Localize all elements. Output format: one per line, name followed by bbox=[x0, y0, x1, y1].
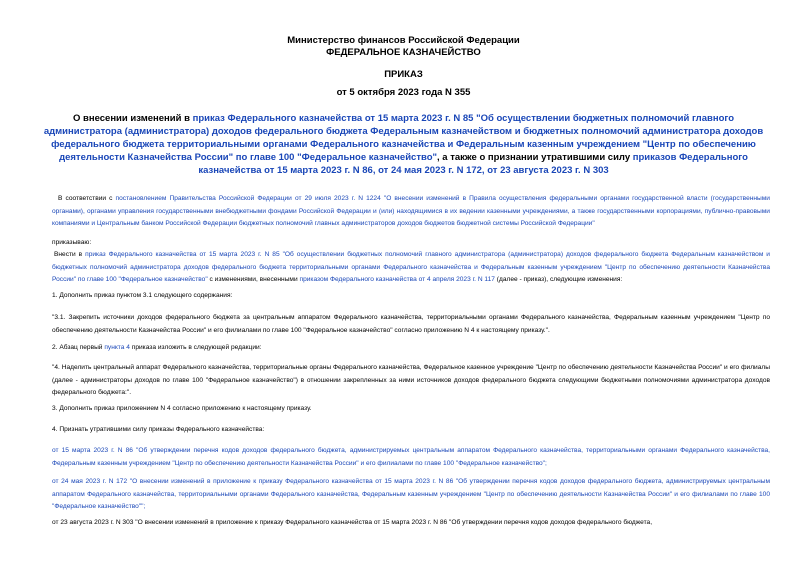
document-date-number: от 5 октября 2023 года N 355 bbox=[336, 87, 471, 98]
repealed-order-86[interactable]: от 15 марта 2023 г. N 86 "Об утверждении перечня кодов доходов федерального бюджета, администрируемых центральным аппаратом Федерального казначейства, территориальными органами Федерального казначейства, Федеральным казенным учреждением "Центр по обеспечению деятельности Казначейства России" и его филиалами по главе 100 "Федеральное казначейство"; bbox=[52, 447, 770, 467]
ministry-name: Министерство финансов Российской Федерации bbox=[287, 35, 520, 46]
item2-text-1: 2. Абзац первый bbox=[52, 344, 105, 351]
agency-name: ФЕДЕРАЛЬНОЕ КАЗНАЧЕЙСТВО bbox=[326, 47, 481, 58]
title-text-2: , а также о признании утратившими силу bbox=[437, 152, 633, 163]
repealed-order-303: от 23 августа 2023 г. N 303 "О внесении изменений в приложение к приказу Федерального казначейства от 15 марта 2023 г. N 86 "Об утверждении перечня кодов доходов федерального бюджета, bbox=[52, 519, 653, 526]
repealed-order-172[interactable]: от 24 мая 2023 г. N 172 "О внесении изменений в приложение к приказу Федерального казначейства от 15 марта 2023 г. N 86 "Об утверждении перечня кодов доходов федерального бюджета, администрируемых центральным аппаратом Федерального казначейства, территориальными органами Федерального казначейства, Федеральным казенным учреждением "Центр по обеспечению деятельности Казначейства России" и его филиалами по главе 100 "Федеральное казначейство""; bbox=[52, 478, 770, 510]
paragraph-amendments bbox=[52, 249, 770, 287]
link-paragraph-4[interactable]: пункта 4 bbox=[104, 344, 130, 351]
document-type: ПРИКАЗ bbox=[384, 69, 423, 80]
paragraph-item-3-1: "3.1. Закрепить источники доходов федерального бюджета за центральным аппаратом Федерального казначейства, территориальными органами Федерального казначейства, Федеральным казенным учреждением "Центр по обеспечению деятельности Казначейства России" и его филиалами по главе 100 "Федеральное казначейство" согласно приложению N 4 к настоящему приказу.". bbox=[52, 314, 770, 334]
paragraph-basis bbox=[52, 193, 770, 231]
paragraph-item-4: 4. Признать утратившими силу приказы Федерального казначейства: bbox=[52, 426, 265, 433]
amend-text-3: (далее - приказ), следующие изменения: bbox=[494, 276, 623, 283]
link-government-decree-1224[interactable]: постановлением Правительства Российской Федерации от 29 июля 2023 г. N 1224 "О внесении изменений в Правила осуществления федеральными органами государственной власти (государственными органами), органами управления государственными внебюджетными фондами Российской Федерации и (или) находящимися в их ведении казенными учреждениями, а также государственными корпорациями, публично-правовыми компаниями и Центральным банком Российской Федерации бюджетных полномочий главных администраторов доходов бюджетов бюджетной системы Российской Федерации" bbox=[52, 195, 770, 227]
title-link-orders-repealed[interactable]: приказов Федерального казначейства от 15 марта 2023 г. N 86, от 24 мая 2023 г. N 172, от 23 августа 2023 г. N 303 bbox=[198, 152, 748, 176]
document-title bbox=[40, 112, 767, 177]
paragraph-item-1: 1. Дополнить приказ пунктом 3.1 следующего содержания: bbox=[52, 292, 233, 299]
paragraph-item-2 bbox=[52, 342, 770, 355]
title-text-1: О внесении изменений в bbox=[72, 113, 193, 124]
paragraph-item-4-text: "4. Наделить центральный аппарат Федерального казначейства, территориальные органы Федерального казначейства, Федеральное казенное учреждение "Центр по обеспечению деятельности Казначейства России" и его филиалы (далее - администраторы доходов по главе 100 "Федеральное казначейство") в отношении закрепленных за ними источников доходов федерального бюджета следующими бюджетными полномочиями администратора доходов федерального бюджета:". bbox=[52, 364, 770, 396]
paragraph-order-word: приказываю: bbox=[52, 239, 92, 246]
basis-text: В соответствии с bbox=[58, 195, 116, 202]
paragraph-item-3: 3. Дополнить приказ приложением N 4 согласно приложению к настоящему приказу. bbox=[52, 405, 312, 412]
amend-text-1: Внести в bbox=[54, 251, 86, 258]
amend-text-2: с изменениями, внесенными bbox=[207, 276, 300, 283]
title-link-order-85[interactable]: приказ Федерального казначейства от 15 марта 2023 г. N 85 "Об осуществлении бюджетных полномочий главного администратора (администратора) доходов федерального бюджета Федеральным казначейством и бюджетных полномочий администратора доходов федерального бюджета территориальными органами Федерального казначейства и Федеральным казенным учреждением "Центр по обеспечению деятельности Казначейства России" по главе 100 "Федеральное казначейство" bbox=[43, 113, 764, 163]
item2-text-2: приказа изложить в следующей редакции: bbox=[129, 344, 262, 351]
link-order-85[interactable]: приказ Федерального казначейства от 15 марта 2023 г. N 85 "Об осуществлении бюджетных полномочий главного администратора (администратора) доходов федерального бюджета Федеральным казначейством и бюджетных полномочий администратора доходов федерального бюджета территориальными органами Федерального казначейства и Федеральным казенным учреждением "Центр по обеспечению деятельности Казначейства России" по главе 100 "Федеральное казначейство" bbox=[52, 251, 770, 283]
link-order-117[interactable]: приказом Федерального казначейства от 4 апреля 2023 г. N 117 bbox=[299, 276, 495, 283]
